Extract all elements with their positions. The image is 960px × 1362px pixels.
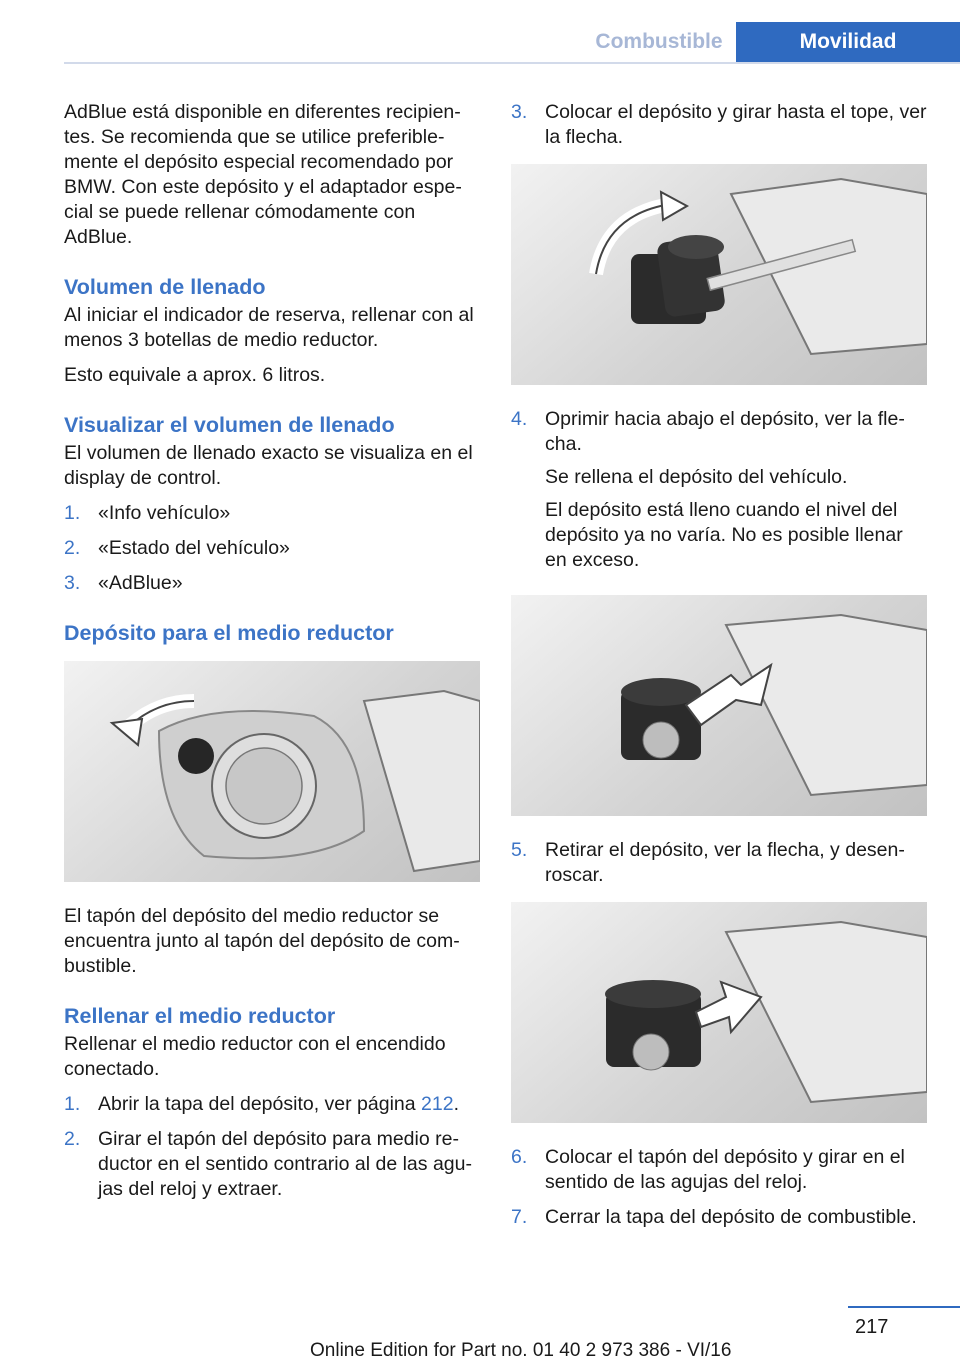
header-chapter-tab[interactable]: Movilidad: [736, 22, 960, 62]
step-text: Oprimir hacia abajo el depósito, ver la fle‐cha.: [545, 408, 905, 455]
refill-step: [511, 1145, 927, 1195]
header-section-tab[interactable]: Combustible: [595, 30, 723, 53]
container-remove-illustration: [511, 902, 927, 1123]
container-press-drawing: [511, 595, 927, 816]
step-number: 3.: [511, 101, 528, 123]
container-twist-drawing: [511, 164, 927, 385]
refill-step: [511, 838, 927, 888]
step-text: [98, 1092, 480, 1117]
step-text: Colocar el tapón del depósito y girar en el sentido de las agujas del reloj.: [545, 1146, 905, 1193]
menu-step: [64, 571, 480, 596]
menu-step: [64, 501, 480, 526]
step-text: «AdBlue»: [98, 572, 183, 594]
left-column: [64, 100, 480, 1212]
step-note: El depósito está lleno cuando el nivel del depósito ya no varía. No es posible llenar en exceso.: [545, 499, 903, 571]
step-text: «Estado del vehículo»: [98, 537, 290, 559]
container-remove-drawing: [511, 902, 927, 1123]
fill-volume-text: Al iniciar el indicador de reserva, rellenar con al menos 3 botellas de medio reductor.: [64, 304, 474, 351]
intro-paragraph: AdBlue está disponible en diferentes recipien‐tes. Se recomienda que se utilice preferible‐mente el depósito especial recomendado por BMW. Con este depósito y el adaptador espe‐cial se puede rellenar cómodamente con AdBlue.: [64, 101, 462, 248]
tank-heading: Depósito para el medio reductor: [64, 621, 394, 645]
step-text: Colocar el depósito y girar hasta el tope, ver la flecha.: [545, 101, 927, 148]
step-number: 2.: [64, 537, 81, 559]
refill-step: [511, 407, 927, 581]
step-number: 2.: [64, 1128, 81, 1150]
edition-footer: Online Edition for Part no. 01 40 2 973 386 - VI/16: [310, 1340, 732, 1361]
right-column: [511, 100, 927, 1240]
step-number: 5.: [511, 839, 528, 861]
view-volume-heading: Visualizar el volumen de llenado: [64, 413, 395, 437]
step-number: 1.: [64, 502, 81, 524]
refill-text: Rellenar el medio reductor con el encendido conectado.: [64, 1033, 446, 1080]
step-number: 6.: [511, 1146, 528, 1168]
step-number: 1.: [64, 1093, 81, 1115]
refill-heading: Rellenar el medio reductor: [64, 1004, 336, 1028]
refill-step: [64, 1127, 480, 1202]
step-note: Se rellena el depósito del vehículo.: [545, 466, 848, 488]
step-number: 4.: [511, 408, 528, 430]
header-rule: [64, 62, 960, 64]
tank-cap-illustration: [64, 661, 480, 882]
refill-step: [64, 1092, 480, 1117]
menu-step: [64, 536, 480, 561]
step-text: Girar el tapón del depósito para medio re‐ductor en el sentido contrario al de las agu‐jas del reloj y extraer.: [98, 1128, 472, 1200]
step-number: 7.: [511, 1206, 528, 1228]
step-text: «Info vehículo»: [98, 502, 231, 524]
step-body: [545, 407, 927, 581]
view-volume-text: El volumen de llenado exacto se visualiza en el display de control.: [64, 442, 473, 489]
fill-volume-equivalent: Esto equivale a aprox. 6 litros.: [64, 364, 326, 386]
tank-cap-drawing: [64, 661, 480, 882]
footer-rule: [848, 1306, 960, 1308]
refill-step: [511, 1205, 927, 1230]
page-number: 217: [855, 1316, 889, 1338]
container-twist-illustration: [511, 164, 927, 385]
step-text: Cerrar la tapa del depósito de combustible.: [545, 1206, 917, 1228]
step-text-end: .: [453, 1093, 460, 1115]
refill-step: [511, 100, 927, 150]
step-text-part: Abrir la tapa del depósito, ver página: [98, 1093, 422, 1115]
step-number: 3.: [64, 572, 81, 594]
tank-caption: El tapón del depósito del medio reductor se encuentra junto al tapón del depósito de com‐bustible.: [64, 905, 460, 977]
container-press-illustration: [511, 595, 927, 816]
page-link[interactable]: 212: [421, 1093, 454, 1115]
step-text: Retirar el depósito, ver la flecha, y desen‐roscar.: [545, 839, 905, 886]
fill-volume-heading: Volumen de llenado: [64, 275, 266, 299]
